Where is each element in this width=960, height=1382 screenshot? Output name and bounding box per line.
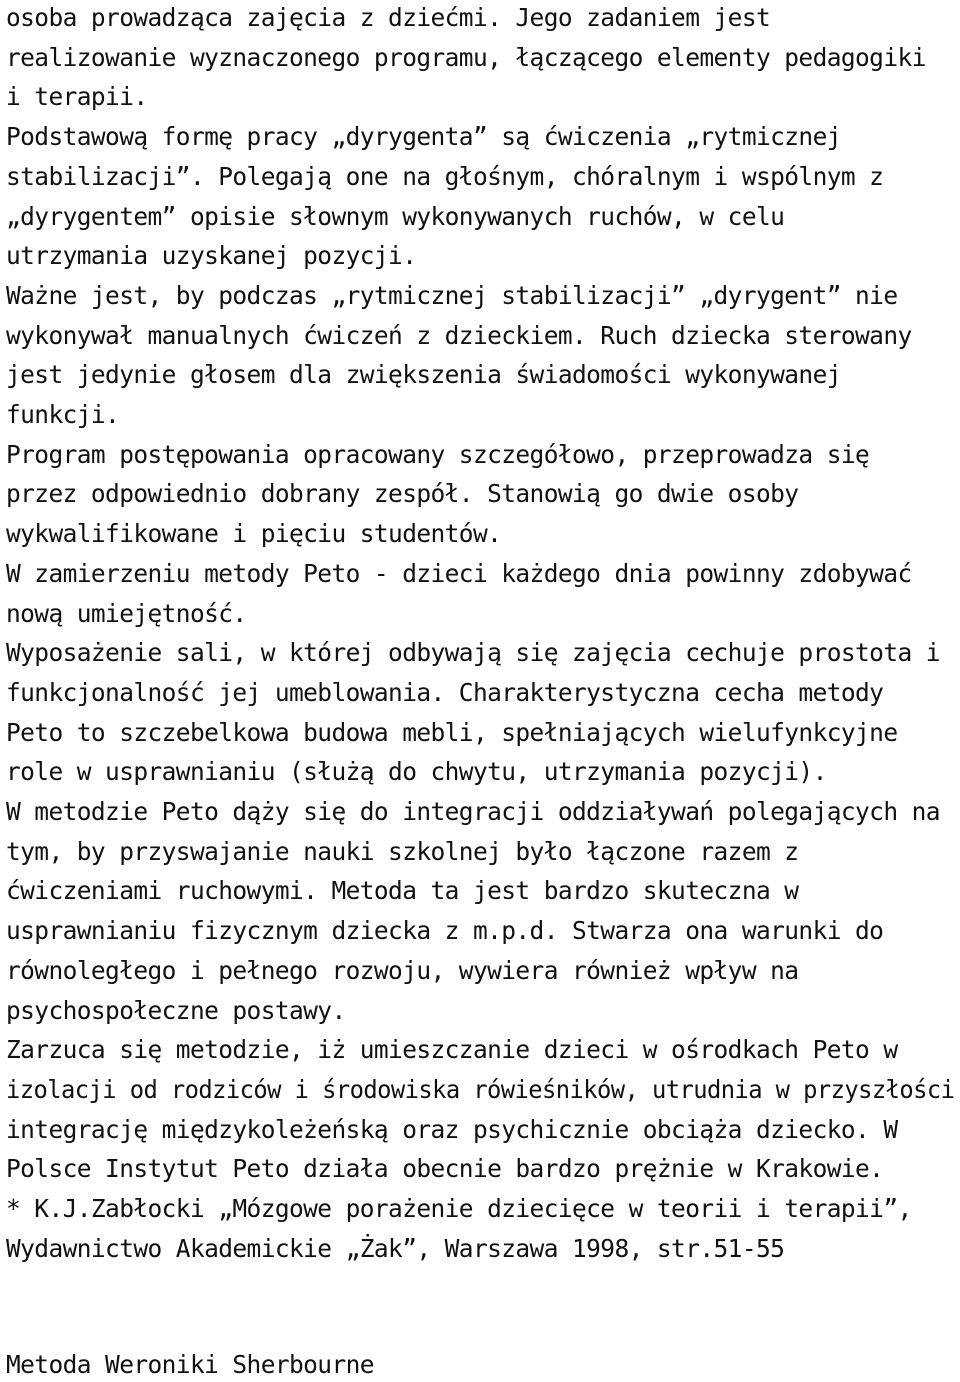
text-line: * K.J.Zabłocki „Mózgowe porażenie dziecięce w teorii i terapii”, <box>6 1194 912 1223</box>
text-line: wykonywał manualnych ćwiczeń z dzieckiem. Ruch dziecka sterowany <box>6 320 912 350</box>
text-line: i terapii. <box>6 82 148 112</box>
text-line: Podstawową formę pracy „dyrygenta” są ćwiczenia „rytmicznej <box>6 122 841 152</box>
text-line: funkcji. <box>6 400 120 429</box>
text-line: Zarzuca się metodzie, iż umieszczanie dzieci w ośrodkach Peto w <box>6 1035 898 1065</box>
text-line: Peto to szczebelkowa budowa mebli, spełniających wielufynkcyjne <box>6 717 898 747</box>
text-line: tym, by przyswajanie nauki szkolnej było łączone razem z <box>6 836 799 866</box>
text-line: utrzymania uzyskanej pozycji. <box>6 241 417 271</box>
text-line: integrację międzykoleżeńską oraz psychicznie obciąża dziecko. W <box>6 1114 898 1144</box>
text-line: Wydawnictwo Akademickie „Żak”, Warszawa 1998, str.51-55 <box>6 1233 785 1263</box>
text-line: role w usprawnianiu (służą do chwytu, utrzymania pozycji). <box>6 757 827 787</box>
text-line: Ważne jest, by podczas „rytmicznej stabilizacji” „dyrygent” nie <box>6 280 898 310</box>
text-line: osoba prowadząca zajęcia z dziećmi. Jego zadaniem jest <box>6 3 771 32</box>
text-line: funkcjonalność jej umeblowania. Charakterystyczna cecha metody <box>6 677 884 707</box>
text-line: jest jedynie głosem dla zwiększenia świadomości wykonywanej <box>6 360 841 390</box>
text-line: Program postępowania opracowany szczegółowo, przeprowadza się <box>6 439 870 469</box>
text-line: wykwalifikowane i pięciu studentów. <box>6 519 502 549</box>
text-line: realizowanie wyznaczonego programu, łączącego elementy pedagogiki <box>6 42 926 72</box>
text-line: nową umiejętność. <box>6 598 247 628</box>
text-line: ćwiczeniami ruchowymi. Metoda ta jest bardzo skuteczna w <box>6 876 799 906</box>
text-line: równoległego i pełnego rozwoju, wywiera również wpływ na <box>6 955 799 985</box>
text-line: „dyrygentem” opisie słownym wykonywanych ruchów, w celu <box>6 201 785 231</box>
text-line: psychospołeczne postawy. <box>6 995 346 1025</box>
section-heading: Metoda Weroniki Sherbourne <box>6 1350 374 1379</box>
text-line: Wyposażenie sali, w której odbywają się zajęcia cechuje prostota i <box>6 638 940 668</box>
text-line: izolacji od rodziców i środowiska rówieśników, utrudnia w przyszłości <box>6 1074 955 1104</box>
text-line: W metodzie Peto dąży się do integracji oddziaływań polegających na <box>6 797 940 826</box>
text-line: Polsce Instytut Peto działa obecnie bardzo prężnie w Krakowie. <box>6 1154 884 1184</box>
text-line: usprawnianiu fizycznym dziecka z m.p.d. Stwarza ona warunki do <box>6 916 884 946</box>
text-line: W zamierzeniu metody Peto - dzieci każdego dnia powinny zdobywać <box>6 558 912 588</box>
text-line: stabilizacji”. Polegają one na głośnym, chóralnym i wspólnym z <box>6 161 884 191</box>
text-line: przez odpowiednio dobrany zespół. Stanowią go dwie osoby <box>6 479 799 509</box>
